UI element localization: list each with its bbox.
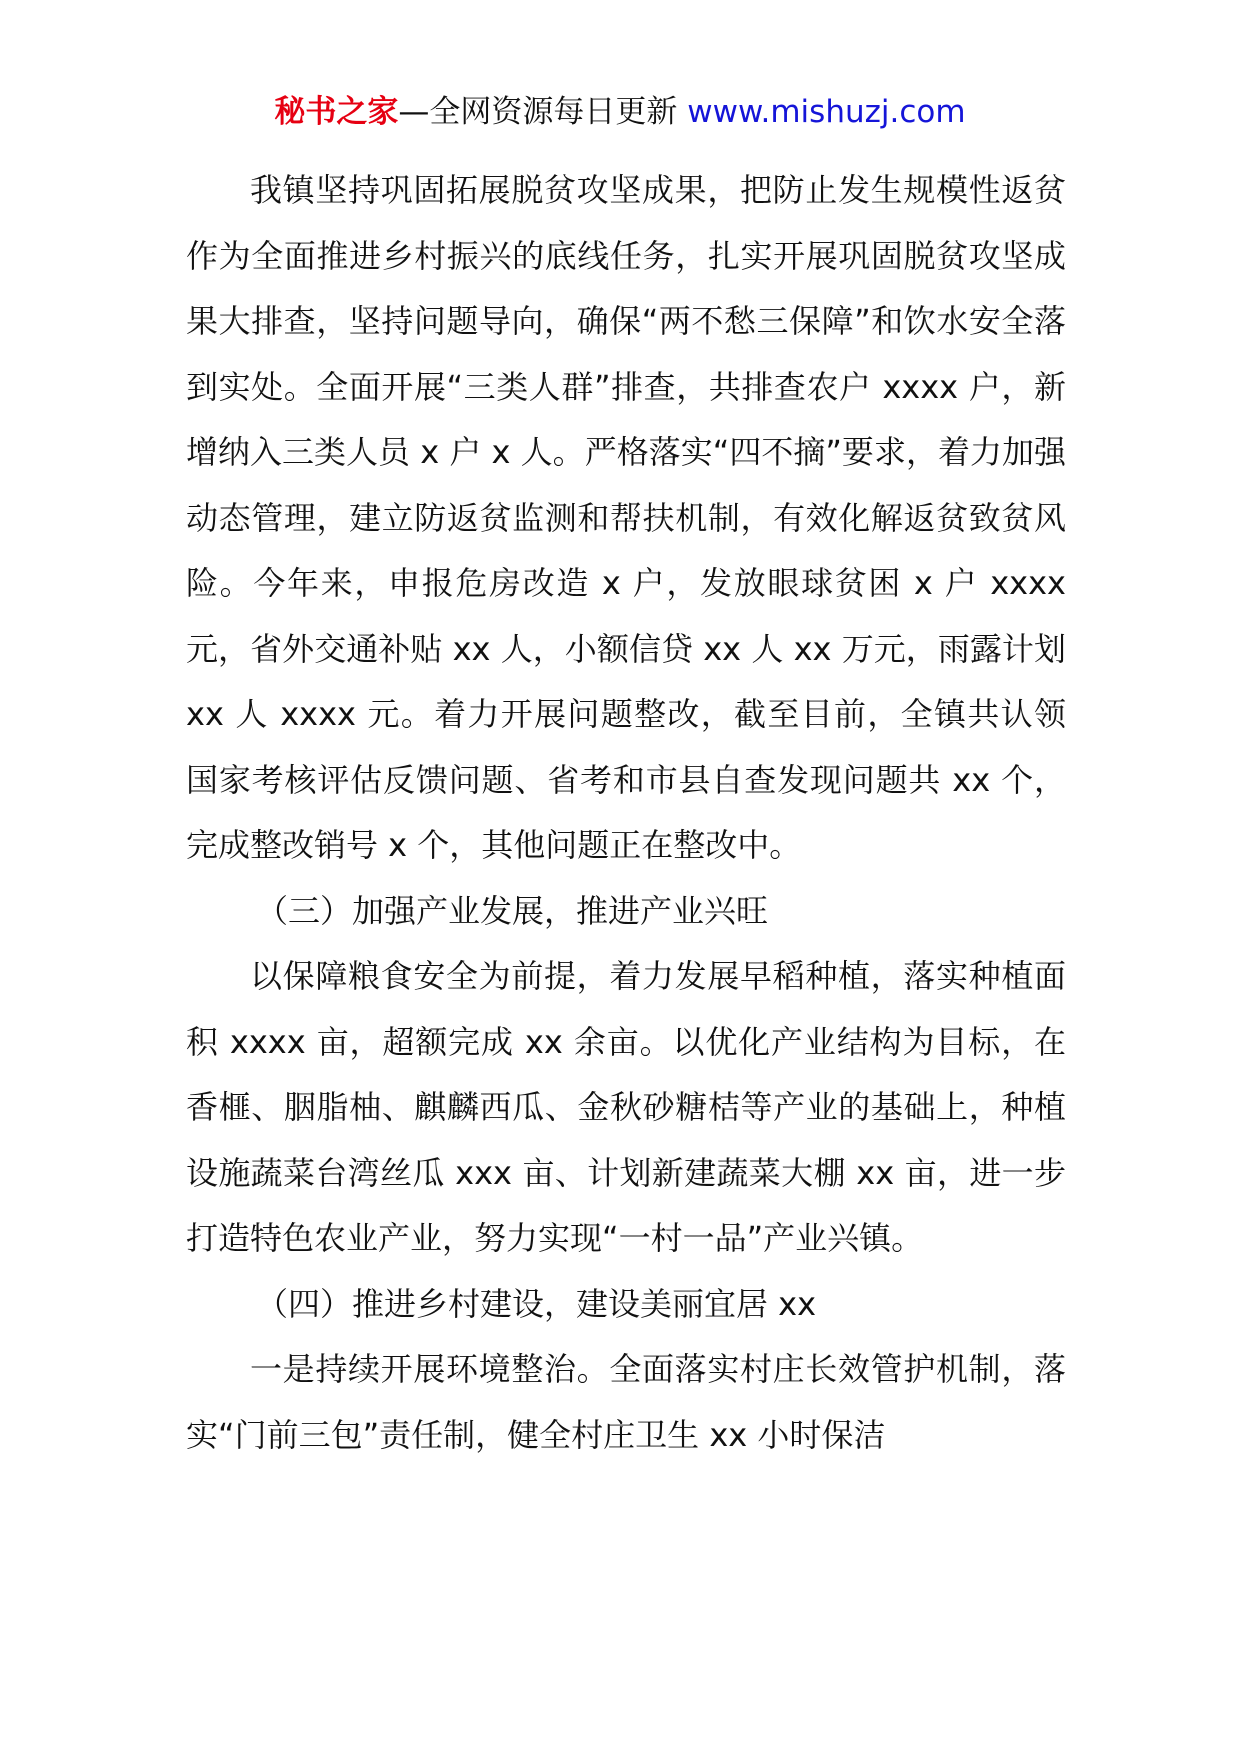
site-slogan: —全网资源每日更新	[398, 94, 688, 130]
site-brand: 秘书之家	[274, 94, 399, 130]
paragraph-poverty-consolidation: 我镇坚持巩固拓展脱贫攻坚成果，把防止发生规模性返贫作为全面推进乡村振兴的底线任务，扎实开展巩固脱贫攻坚成果大排查，坚持问题导向，确保“两不愁三保障”和饮水安全落到实处。全面开展“三类人群”排查，共排查农户 xxxx 户，新增纳入三类人员 x 户 x 人。严格落实“四不摘”要求，着力加强动态管理，建立防返贫监测和帮扶机制，有效化解返贫致贫风险。今年来，申报危房改造 x 户，发放眼球贫困 x 户 xxxx 元，省外交通补贴 xx 人，小额信贷 xx 人 xx 万元，雨露计划 xx 人 xxxx 元。着力开展问题整改，截至目前，全镇共认领国家考核评估反馈问题、省考和市县自查发现问题共 xx 个，完成整改销号 x 个，其他问题正在整改中。	[186, 171, 1066, 864]
paragraph-industry-development: 以保障粮食安全为前提，着力发展早稻种植，落实种植面积 xxxx 亩，超额完成 xx 余亩。以优化产业结构为目标，在香榧、胭脂柚、麒麟西瓜、金秋砂糖桔等产业的基础上，种植设施蔬菜台湾丝瓜 xxx 亩、计划新建蔬菜大棚 xx 亩，进一步打造特色农业产业，努力实现“一村一品”产业兴镇。	[186, 957, 1066, 1257]
site-url-link[interactable]: www.mishuzj.com	[687, 94, 966, 130]
paragraph-environment-improvement: 一是持续开展环境整治。全面落实村庄长效管护机制，落实“门前三包”责任制，健全村庄卫生 xx 小时保洁	[186, 1350, 1066, 1454]
section-heading-industry: （三）加强产业发展，推进产业兴旺	[256, 891, 769, 930]
site-header	[0, 92, 1240, 132]
section-heading-rural-construction: （四）推进乡村建设，建设美丽宜居 xx	[256, 1284, 817, 1323]
document-body	[186, 158, 1066, 1468]
